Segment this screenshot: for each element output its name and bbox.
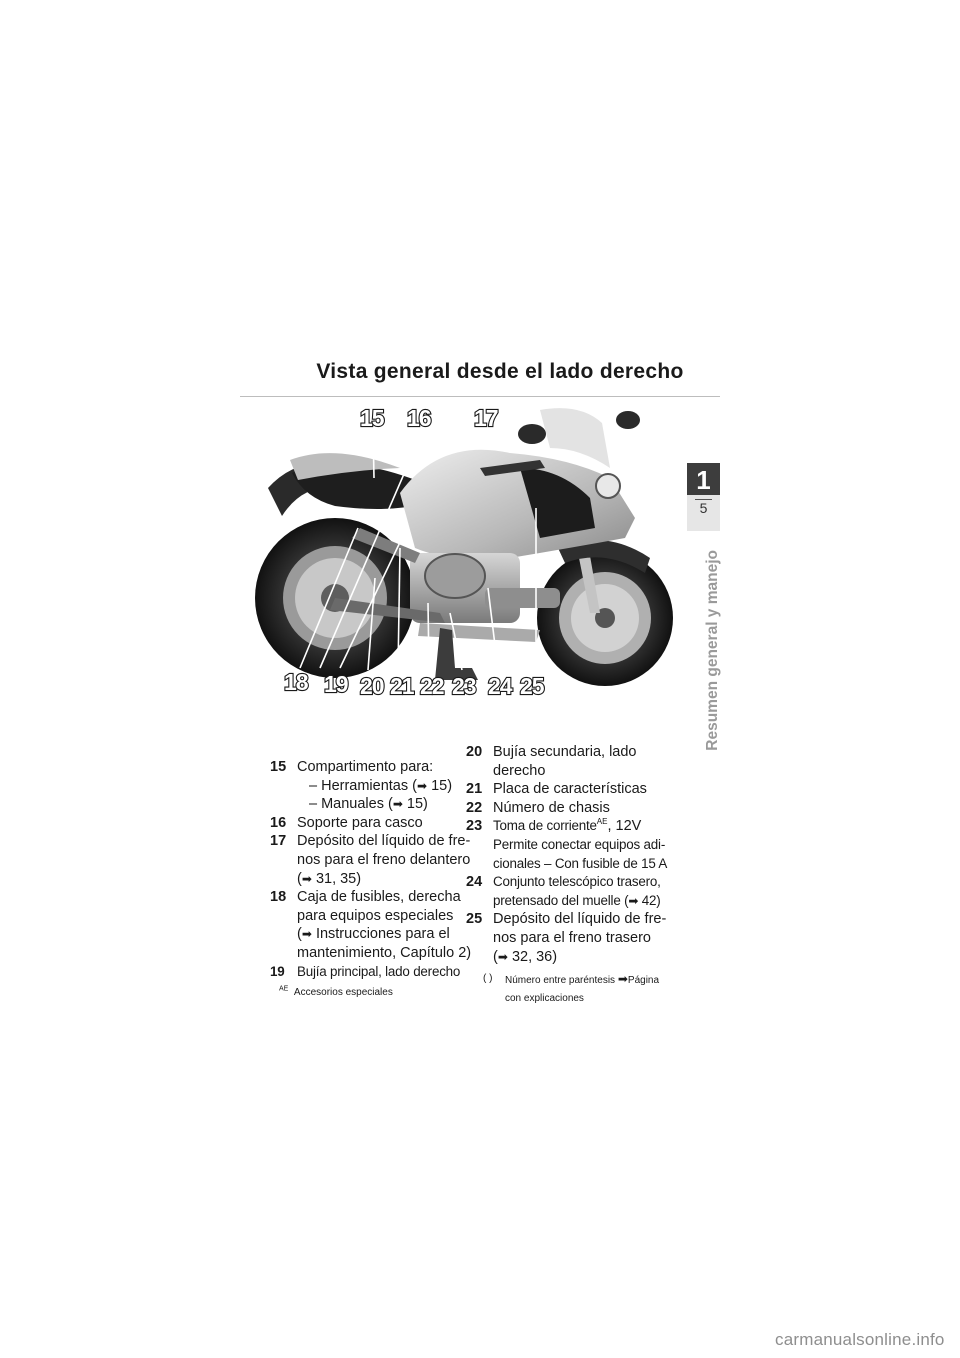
callout-23: 20: [360, 673, 384, 699]
chapter-number: 1: [696, 465, 711, 495]
title-divider: [240, 396, 720, 397]
legend-item-25: 25 Depósito del líquido de fre- nos para el freno trasero (➡ 32, 36): [466, 911, 667, 965]
arrow-right-icon: ➡: [497, 949, 508, 964]
page-title: Vista general desde el lado derecho: [316, 360, 684, 383]
legend-right: [466, 743, 681, 966]
legend-item-17: 17 Depósito del líquido de fre- nos para el freno delantero (➡ 31, 35): [270, 833, 471, 887]
legend-item-21: 21 Placa de características: [466, 781, 647, 798]
chapter-title-vertical: Resumen general y manejo: [704, 550, 721, 751]
arrow-right-icon: ➡: [617, 972, 628, 986]
legend-item-24: 24 Conjunto telescópico trasero, pretensado del muelle (➡ 42): [466, 874, 661, 908]
arrow-right-icon: ➡: [301, 871, 312, 886]
legend-item-22: 22 Número de chasis: [466, 799, 610, 816]
page-number: 5: [699, 500, 708, 516]
arrow-right-icon: ➡: [392, 797, 403, 812]
arrow-right-icon: ➡: [301, 927, 312, 942]
arrow-right-icon: ➡: [416, 778, 428, 793]
legend-item-18: 18 Caja de fusibles, derecha para equipos especiales (➡ Instrucciones para el mantenimiento, Capítulo 2): [270, 889, 472, 961]
watermark: carmanualsonline.info: [775, 1330, 945, 1349]
legend-item-15: [270, 758, 485, 814]
callout-layer: [240, 398, 720, 714]
callout-20: 23: [452, 673, 476, 699]
legend-number: 15: [270, 759, 287, 775]
callout-16: 16: [407, 405, 431, 431]
callout-21: 22: [420, 673, 444, 699]
legend-subitem: – Manuales (➡ 15): [309, 796, 428, 813]
legend-left: [270, 758, 485, 981]
chapter-tab: [687, 463, 720, 531]
callout-19: 24: [488, 673, 512, 699]
leader-lines: [300, 428, 540, 670]
callout-15: 15: [360, 405, 384, 431]
callout-17: 17: [474, 405, 498, 431]
arrow-right-icon: ➡: [628, 893, 639, 908]
legend-item-19: 19 Bujía principal, lado derecho: [270, 963, 461, 979]
callout-25: 18: [284, 669, 308, 695]
footnote-accessories: $^{AE}$ Accesorios especiales: [279, 985, 393, 998]
callout-24: 19: [324, 671, 348, 697]
callout-22: 21: [390, 673, 414, 699]
legend-item-20: 20 Bujía secundaria, lado derecho: [466, 744, 637, 779]
callout-18: 25: [520, 673, 544, 699]
legend-item-16: 16 Soporte para casco: [270, 814, 423, 831]
footnote-references: ( ) Número entre paréntesis ➡Página con explicaciones: [483, 972, 660, 1004]
legend-item-23: 23 Toma de corriente$^{AE}$, 12V Permite conectar equipos adi- cionales – Con fusible de 15 A: [466, 817, 668, 871]
legend-text: Compartimento para:: [297, 759, 434, 775]
legend-subitem: – Herramientas (➡ 15): [309, 777, 453, 794]
